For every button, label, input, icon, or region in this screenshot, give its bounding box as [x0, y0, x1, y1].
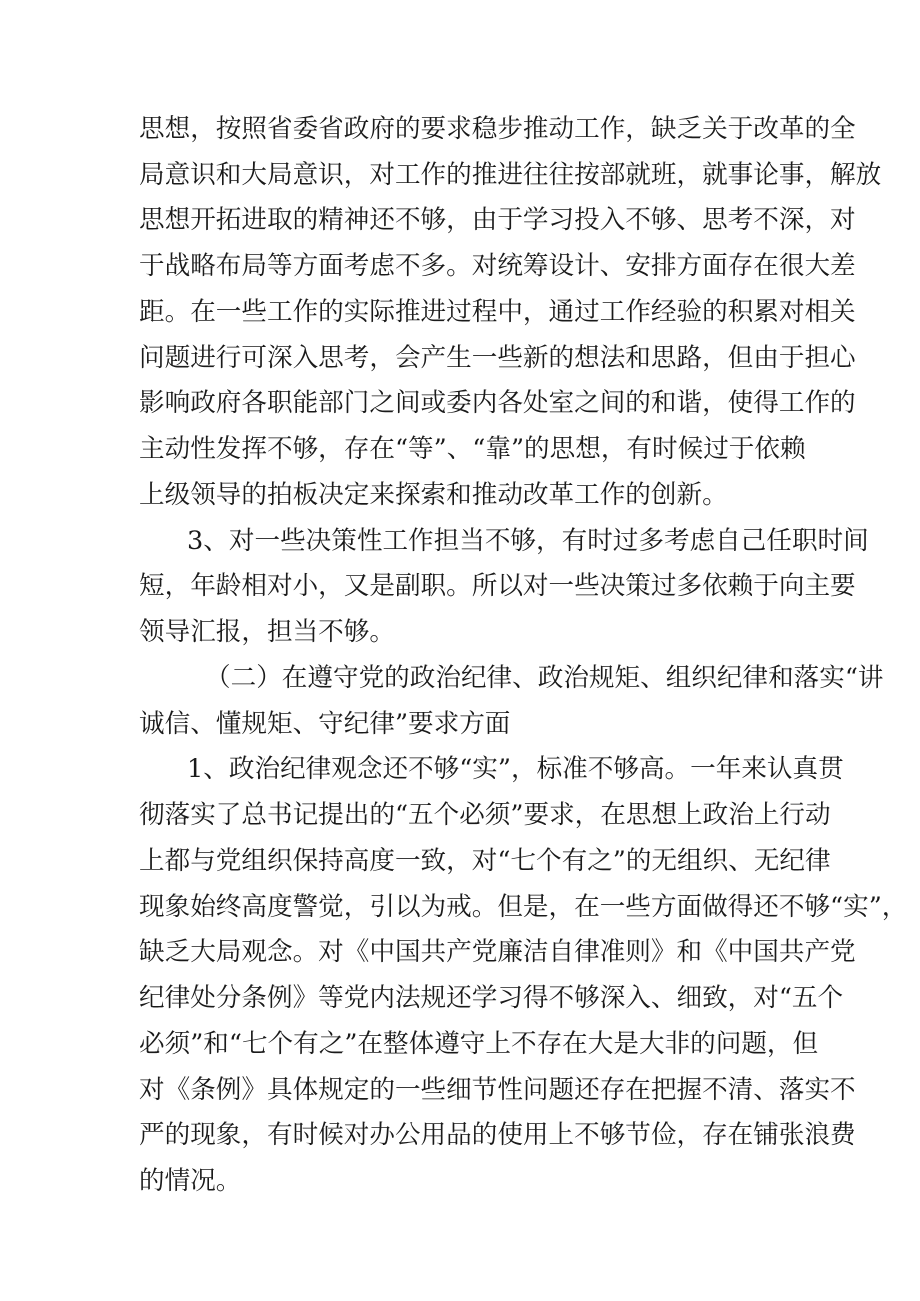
text-line: 距。在一些工作的实际推进过程中，通过工作经验的积累对相关: [139, 297, 856, 327]
text-line: 的情况。: [139, 1166, 242, 1196]
text-line: 3、对一些决策性工作担当不够，有时过多考虑自己任职时间: [187, 526, 869, 556]
section-heading: （二）在遵守党的政治纪律、政治规矩、组织纪律和落实“讲: [205, 663, 884, 693]
text-line: 必须”和“七个有之”在整体遵守上不存在大是大非的问题，但: [139, 1029, 819, 1059]
text-line: 局意识和大局意识，对工作的推进往往按部就班，就事论事，解放: [139, 160, 882, 190]
text-line: 短，年龄相对小，又是副职。所以对一些决策过多依赖于向主要: [139, 571, 856, 601]
text-line: 领导汇报，担当不够。: [139, 617, 395, 647]
text-line: 缺乏大局观念。对《中国共产党廉洁自律准则》和《中国共产党: [139, 937, 856, 967]
text-line: 思想，按照省委省政府的要求稳步推动工作，缺乏关于改革的全: [139, 114, 856, 144]
text-line: 对《条例》具体规定的一些细节性问题还存在把握不清、落实不: [139, 1075, 856, 1105]
text-line: 彻落实了总书记提出的“五个必须”要求，在思想上政治上行动: [139, 800, 831, 830]
text-line: 严的现象，有时候对办公用品的使用上不够节俭，存在铺张浪费: [139, 1120, 856, 1150]
text-line: 上都与党组织保持高度一致，对“七个有之”的无组织、无纪律: [139, 846, 831, 876]
text-line: 上级领导的拍板决定来探索和推动改革工作的创新。: [139, 480, 728, 510]
text-line: 主动性发挥不够，存在“等”、“靠”的思想，有时候过于依赖: [139, 434, 806, 464]
section-heading: 诚信、懂规矩、守纪律”要求方面: [139, 709, 511, 739]
text-line: 现象始终高度警觉，引以为戒。但是，在一些方面做得还不够“实”，: [139, 892, 908, 922]
text-line: 影响政府各职能部门之间或委内各处室之间的和谐，使得工作的: [139, 388, 856, 418]
text-line: 于战略布局等方面考虑不多。对统筹设计、安排方面存在很大差: [139, 251, 856, 281]
text-line: 问题进行可深入思考，会产生一些新的想法和思路，但由于担心: [139, 343, 856, 373]
text-line: 纪律处分条例》等党内法规还学习得不够深入、细致，对“五个: [139, 983, 844, 1013]
text-line: 1、政治纪律观念还不够“实”，标准不够高。一年来认真贯: [187, 754, 844, 784]
text-line: 思想开拓进取的精神还不够，由于学习投入不够、思考不深，对: [139, 205, 856, 235]
